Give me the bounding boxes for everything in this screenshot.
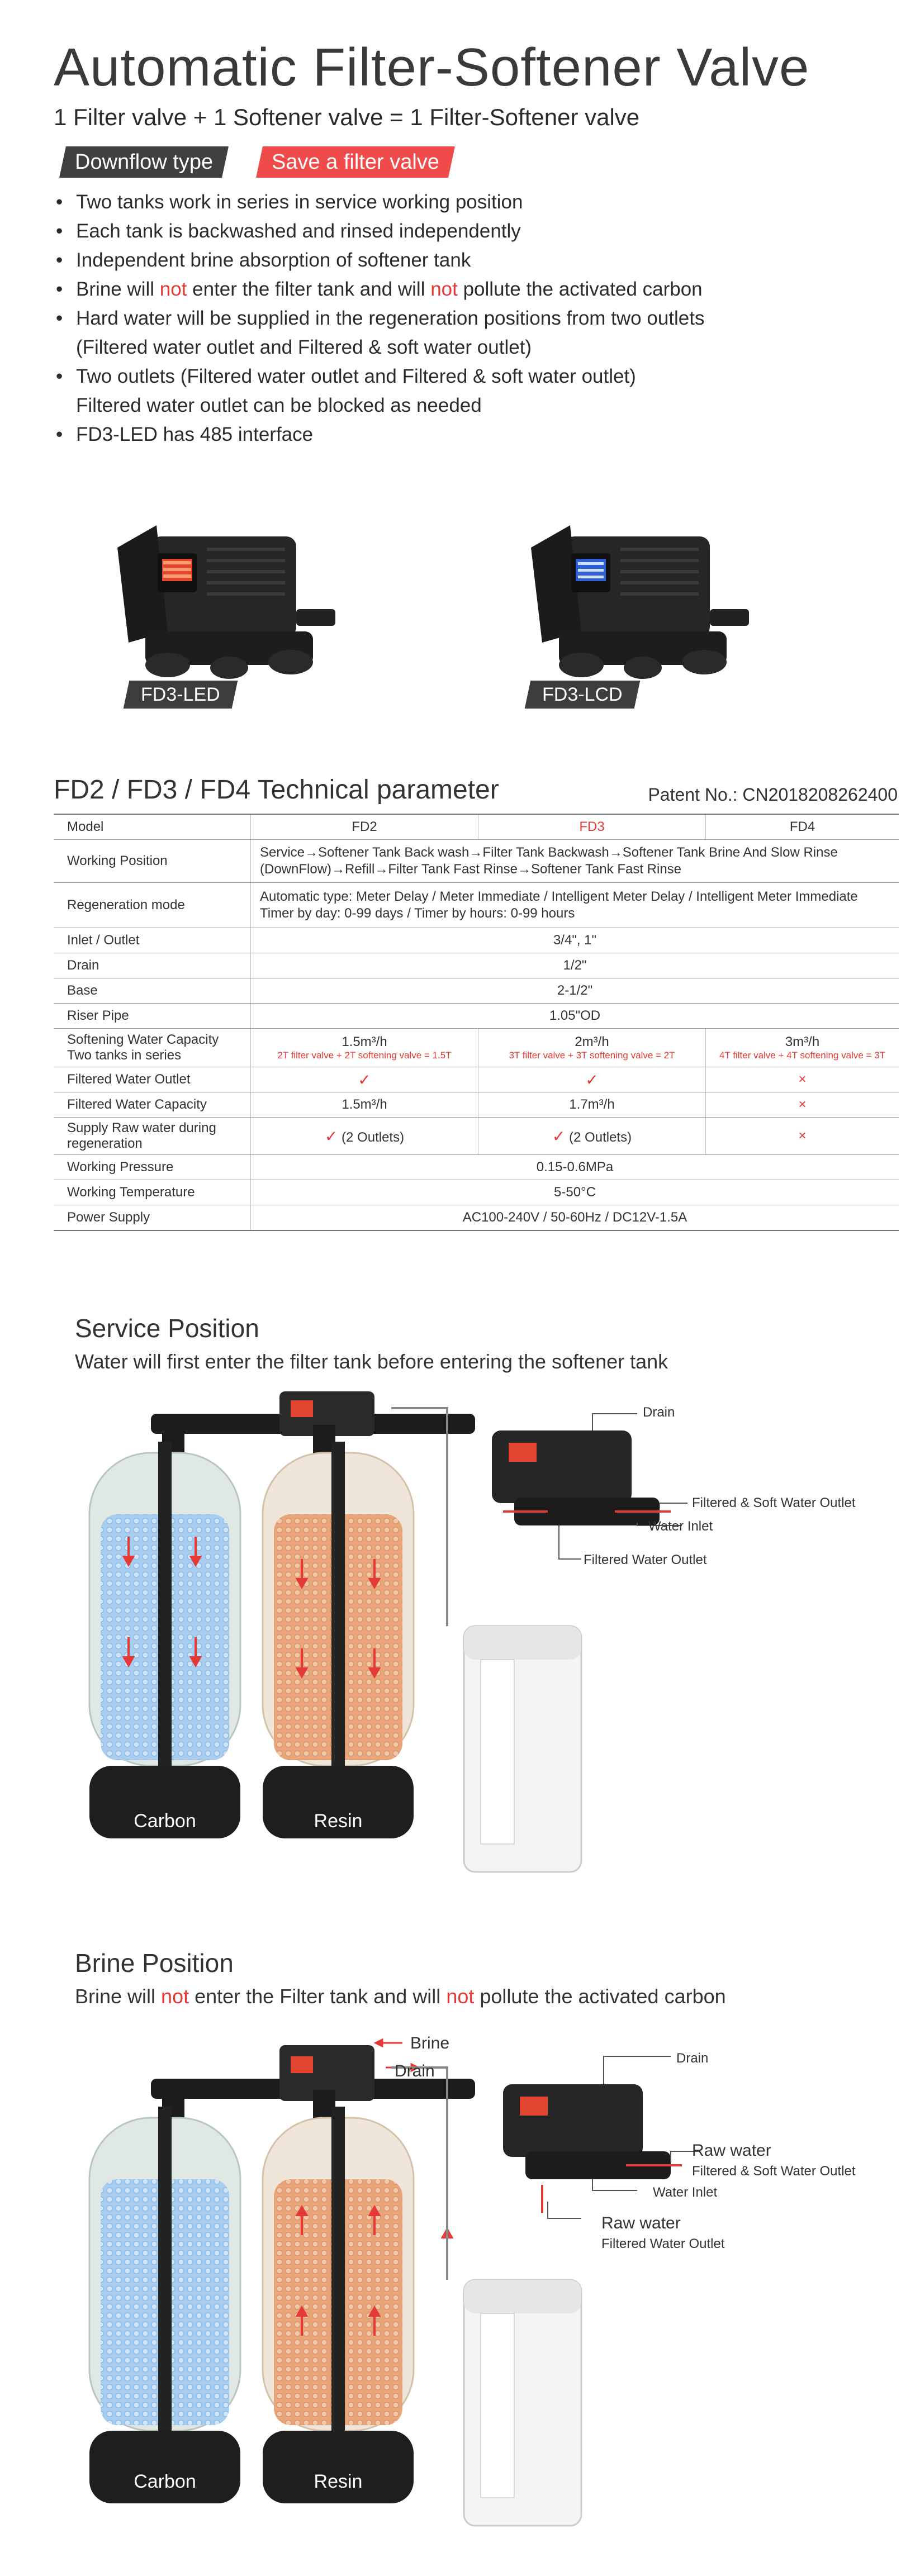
- table-row: Working Temperature 5-50°C: [54, 1180, 899, 1205]
- table-row: Inlet / Outlet 3/4", 1": [54, 928, 899, 953]
- service-inlet-callout: Water Inlet: [648, 1519, 713, 1534]
- table-row: Softening Water Capacity Two tanks in series 1.5m³/h 2T filter valve + 2T softening valve = 1.5T 2m³/h 3T filter valve + 3T softening valve = 2T 3m³/h 4T filter valve + 4T softening valve = 3T: [54, 1029, 899, 1067]
- check-icon: ✓: [358, 1071, 371, 1089]
- check-icon: ✓: [552, 1127, 566, 1145]
- cross-icon: ×: [798, 1097, 807, 1112]
- feature-item: • Brine will not enter the filter tank and will not pollute the activated carbon: [56, 275, 704, 304]
- tech-parameter-title: FD2 / FD3 / FD4 Technical parameter: [54, 775, 499, 805]
- table-row: Working Position Service→Softener Tank Back wash→Filter Tank Backwash→Softener Tank Brine And Slow Rinse (DownFlow)→Refill→Filter Tank Fast Rinse→Softener Tank Fast Rinse: [54, 840, 899, 883]
- service-fs-outlet-callout: Filtered & Soft Water Outlet: [692, 1495, 856, 1510]
- table-row: Filtered Water Capacity 1.5m³/h 1.7m³/h ×: [54, 1092, 899, 1118]
- patent-number: Patent No.: CN2018208262400: [648, 785, 898, 805]
- service-position-subtitle: Water will first enter the filter tank before entering the softener tank: [75, 1350, 668, 1373]
- brine-callout: Brine: [410, 2034, 450, 2052]
- brine-filtered-outlet-callout: Filtered Water Outlet: [601, 2236, 725, 2251]
- service-position-title: Service Position: [75, 1314, 259, 1343]
- fd3-led-valve-image: [106, 503, 341, 687]
- table-row: Base 2-1/2": [54, 978, 899, 1004]
- feature-item: • Independent brine absorption of softener tank: [56, 246, 704, 275]
- carbon-tank-label: Carbon: [134, 1810, 196, 1832]
- brine-raw-water-2-callout: Raw water: [601, 2214, 681, 2232]
- feature-item: • Two outlets (Filtered water outlet and Filtered & soft water outlet) Filtered water outlet can be blocked as needed: [56, 362, 704, 420]
- table-row: Supply Raw water during regeneration ✓ (2 Outlets) ✓ (2 Outlets) ×: [54, 1118, 899, 1155]
- brine-raw-water-1-callout: Raw water: [692, 2141, 771, 2160]
- downflow-type-tag: Downflow type: [59, 146, 229, 178]
- table-row: Drain 1/2": [54, 953, 899, 978]
- tech-parameter-table: [54, 814, 899, 1231]
- table-header-row: Model FD2 FD3 FD4: [54, 814, 899, 840]
- cross-icon: ×: [798, 1128, 807, 1143]
- feature-item: • FD3-LED has 485 interface: [56, 420, 704, 449]
- service-drain-callout: Drain: [643, 1405, 675, 1420]
- resin-tank-label: Resin: [314, 2471, 363, 2492]
- table-row: Regeneration mode Automatic type: Meter Delay / Meter Immediate / Intelligent Meter Delay / Intelligent Meter Immediate Timer by day: 0-99 days / Timer by hours: 0-99 hours: [54, 883, 899, 928]
- page-subtitle: 1 Filter valve + 1 Softener valve = 1 Filter-Softener valve: [54, 104, 640, 130]
- brine-drain-callout: Drain: [676, 2051, 709, 2066]
- fd3-led-label: FD3-LED: [124, 681, 238, 709]
- fd3-lcd-label: FD3-LCD: [525, 681, 640, 709]
- fd3-lcd-valve-image: [520, 503, 755, 687]
- save-filter-valve-tag: Save a filter valve: [256, 146, 455, 178]
- resin-tank-label: Resin: [314, 1810, 363, 1832]
- service-filtered-outlet-callout: Filtered Water Outlet: [584, 1552, 707, 1567]
- feature-item: • Two tanks work in series in service working position: [56, 188, 704, 217]
- brine-position-title: Brine Position: [75, 1948, 234, 1978]
- brine-fs-outlet-callout: Filtered & Soft Water Outlet: [692, 2164, 856, 2179]
- feature-item: • Each tank is backwashed and rinsed independently: [56, 217, 704, 246]
- brine-drain-left-callout: Drain: [395, 2062, 435, 2080]
- page-title: Automatic Filter-Softener Valve: [54, 37, 810, 97]
- table-row: Working Pressure 0.15-0.6MPa: [54, 1155, 899, 1180]
- check-icon: ✓: [585, 1071, 599, 1089]
- brine-position-subtitle: Brine will not enter the Filter tank and will not pollute the activated carbon: [75, 1985, 726, 2008]
- check-icon: ✓: [324, 1127, 338, 1145]
- table-row: Filtered Water Outlet ✓ ✓ ×: [54, 1067, 899, 1092]
- table-row: Riser Pipe 1.05"OD: [54, 1004, 899, 1029]
- feature-list: [56, 188, 704, 449]
- carbon-tank-label: Carbon: [134, 2471, 196, 2492]
- brine-inlet-callout: Water Inlet: [653, 2185, 718, 2200]
- table-row: Power Supply AC100-240V / 50-60Hz / DC12V-1.5A: [54, 1205, 899, 1231]
- cross-icon: ×: [798, 1072, 807, 1087]
- feature-item: • Hard water will be supplied in the regeneration positions from two outlets (Filtered water outlet and Filtered & soft water outlet): [56, 304, 704, 362]
